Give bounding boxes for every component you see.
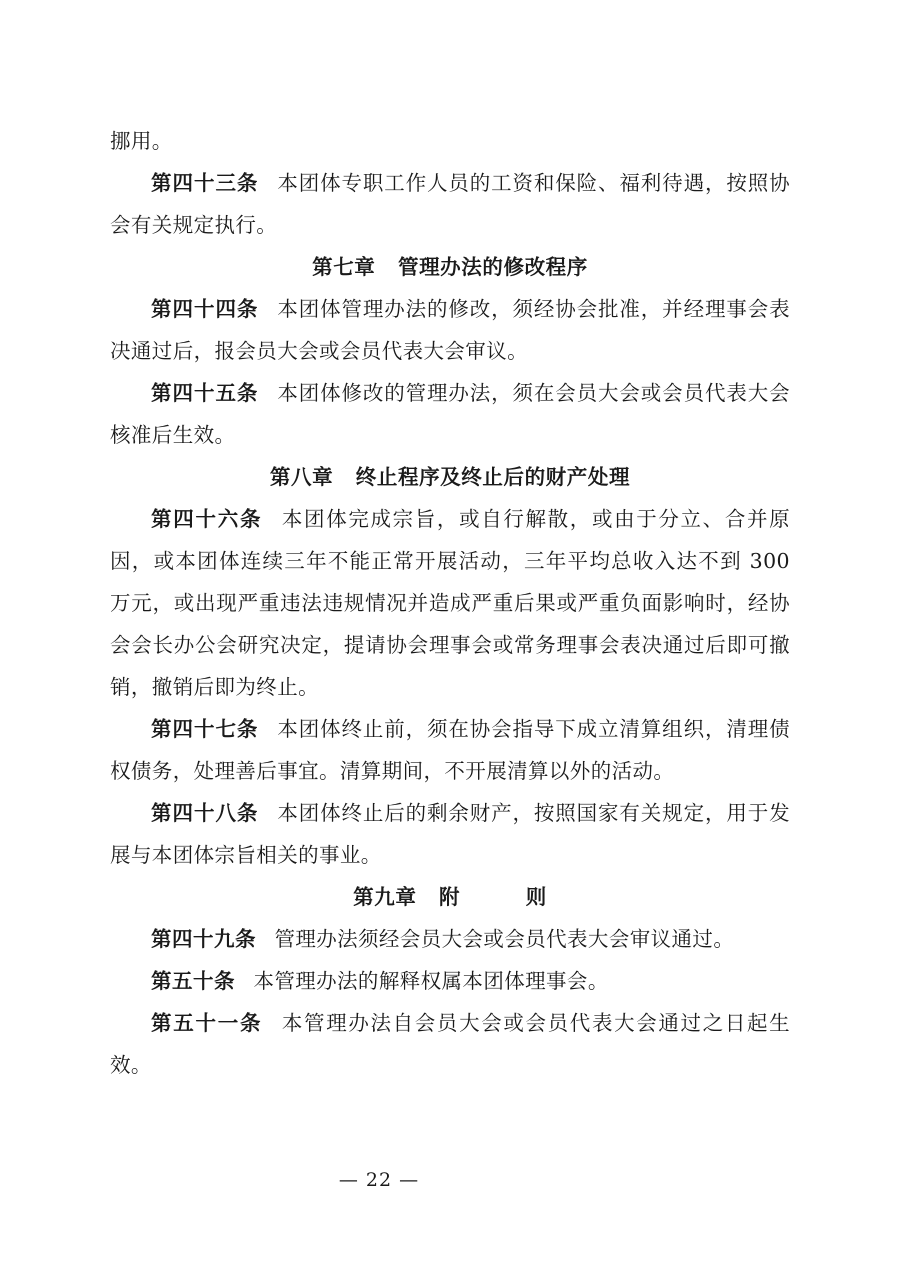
article-number: 第五十一条 <box>151 1011 263 1035</box>
paragraph-continuation <box>110 120 790 162</box>
article-paragraph <box>110 708 790 792</box>
article-number: 第四十三条 <box>151 171 259 195</box>
chapter-title-second: 则 <box>525 885 547 909</box>
paragraph-text: 挪用。 <box>110 129 173 153</box>
article-paragraph <box>110 372 790 456</box>
paragraph-text: 本团体专职工作人员的工资和保险、福利待遇，按照协会有关规定执行。 <box>110 171 790 237</box>
paragraph-text: 管理办法须经会员大会或会员代表大会审议通过。 <box>274 927 735 951</box>
article-paragraph <box>110 288 790 372</box>
paragraph-text: 本团体修改的管理办法，须在会员大会或会员代表大会核准后生效。 <box>110 381 790 447</box>
page-footer <box>0 1169 900 1191</box>
article-paragraph <box>110 162 790 246</box>
chapter-title-first: 附 <box>439 885 461 909</box>
article-number: 第四十四条 <box>151 297 259 321</box>
page-number: — 22 — <box>338 1169 420 1191</box>
chapter-title: 管理办法的修改程序 <box>397 255 588 279</box>
article-number: 第四十六条 <box>151 507 263 531</box>
chapter-heading <box>110 876 790 918</box>
chapter-number: 第八章 <box>269 465 334 489</box>
chapter-number: 第七章 <box>312 255 376 279</box>
article-number: 第四十五条 <box>151 381 259 405</box>
paragraph-text: 本管理办法的解释权属本团体理事会。 <box>253 969 609 993</box>
article-number: 第五十条 <box>151 969 235 993</box>
paragraph-text: 本团体完成宗旨，或自行解散，或由于分立、合并原因，或本团体连续三年不能正常开展活动，三年平均总收入达不到 300 万元，或出现严重违法违规情况并造成严重后果或严重负面影响时，经协会会长办公会研究决定，提请协会理事会或常务理事会表决通过后即可撤销，撤销后即为终止。 <box>110 507 791 699</box>
article-paragraph <box>110 918 790 960</box>
chapter-heading <box>110 456 790 498</box>
paragraph-text: 本团体终止前，须在协会指导下成立清算组织，清理债权债务，处理善后事宜。清算期间，不开展清算以外的活动。 <box>110 717 790 783</box>
article-paragraph <box>110 498 790 708</box>
paragraph-text: 本团体终止后的剩余财产，按照国家有关规定，用于发展与本团体宗旨相关的事业。 <box>110 801 790 867</box>
article-number: 第四十七条 <box>151 717 259 741</box>
article-paragraph <box>110 792 790 876</box>
article-paragraph <box>110 1002 790 1086</box>
chapter-heading <box>110 246 790 288</box>
document-body <box>110 120 790 1086</box>
chapter-title: 终止程序及终止后的财产处理 <box>355 465 631 489</box>
chapter-number: 第九章 <box>353 885 417 909</box>
article-paragraph <box>110 960 790 1002</box>
paragraph-text: 本管理办法自会员大会或会员代表大会通过之日起生效。 <box>110 1011 791 1077</box>
article-number: 第四十八条 <box>151 801 259 825</box>
article-number: 第四十九条 <box>151 927 256 951</box>
paragraph-text: 本团体管理办法的修改，须经协会批准，并经理事会表决通过后，报会员大会或会员代表大会审议。 <box>110 297 790 363</box>
